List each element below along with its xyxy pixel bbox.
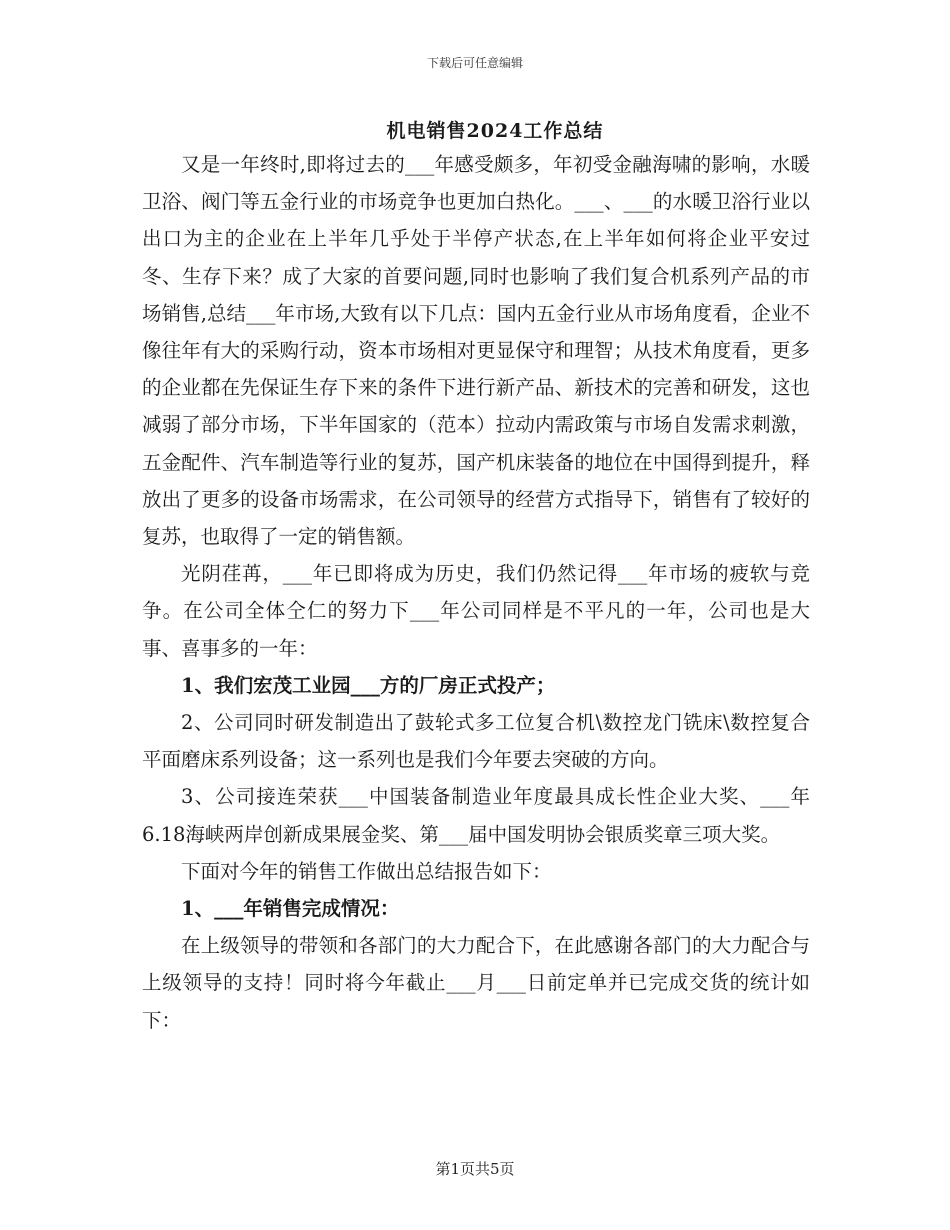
- section-heading-sales: 1、___年销售完成情况：: [181, 897, 400, 921]
- paragraph-item-1: 1、我们宏茂工业园___方的厂房正式投产；: [181, 673, 556, 697]
- paragraph-item-3: 3、公司接连荣获___中国装备制造业年度最具成长性企业大奖、___年6.18海峡两岸创新成果展金奖、第___届中国发明协会银质奖章三项大奖。: [142, 785, 810, 846]
- page-number: 第1页共5页: [435, 1160, 515, 1178]
- page-header-note: 下载后可任意编辑: [426, 56, 523, 70]
- paragraph-item-2: 2、公司同时研发制造出了鼓轮式多工位复合机\数控龙门铣床\数控复合平面磨床系列设备；这一系列也是我们今年要去突破的方向。: [142, 711, 810, 772]
- document-title: 机电销售2024工作总结: [386, 120, 604, 142]
- paragraph-report-intro: 下面对今年的销售工作做出总结报告如下：: [181, 859, 552, 883]
- paragraph-review: 光阴荏苒，___年已即将成为历史，我们仍然记得___年市场的疲软与竞争。在公司全体仝仁的努力下___年公司同样是不平凡的一年，公司也是大事、喜事多的一年：: [142, 562, 810, 660]
- document-body: [142, 146, 810, 1039]
- paragraph-sales-thanks: 在上级领导的带领和各部门的大力配合下，在此感谢各部门的大力配合与上级领导的支持！同时将今年截止___月___日前定单并已完成交货的统计如下：: [142, 934, 810, 1032]
- paragraph-intro: 又是一年终时,即将过去的___年感受颇多，年初受金融海啸的影响，水暖卫浴、阀门等五金行业的市场竞争也更加白热化。___、___的水暖卫浴行业以出口为主的企业在上半年几乎处于半停产状态,在上半年如何将企业平安过冬、生存下来？成了大家的首要问题,同时也影响了我们复合机系列产品的市场销售,总结___年市场,大致有以下几点：国内五金行业从市场角度看，企业不像往年有大的采购行动，资本市场相对更显保守和理智；从技术角度看，更多的企业都在先保证生存下来的条件下进行新产品、新技术的完善和研发，这也减弱了部分市场，下半年国家的（范本）拉动内需政策与市场自发需求刺激，五金配件、汽车制造等行业的复苏，国产机床装备的地位在中国得到提升，释放出了更多的设备市场需求，在公司领导的经营方式指导下，销售有了较好的复苏，也取得了一定的销售额。: [142, 153, 810, 549]
